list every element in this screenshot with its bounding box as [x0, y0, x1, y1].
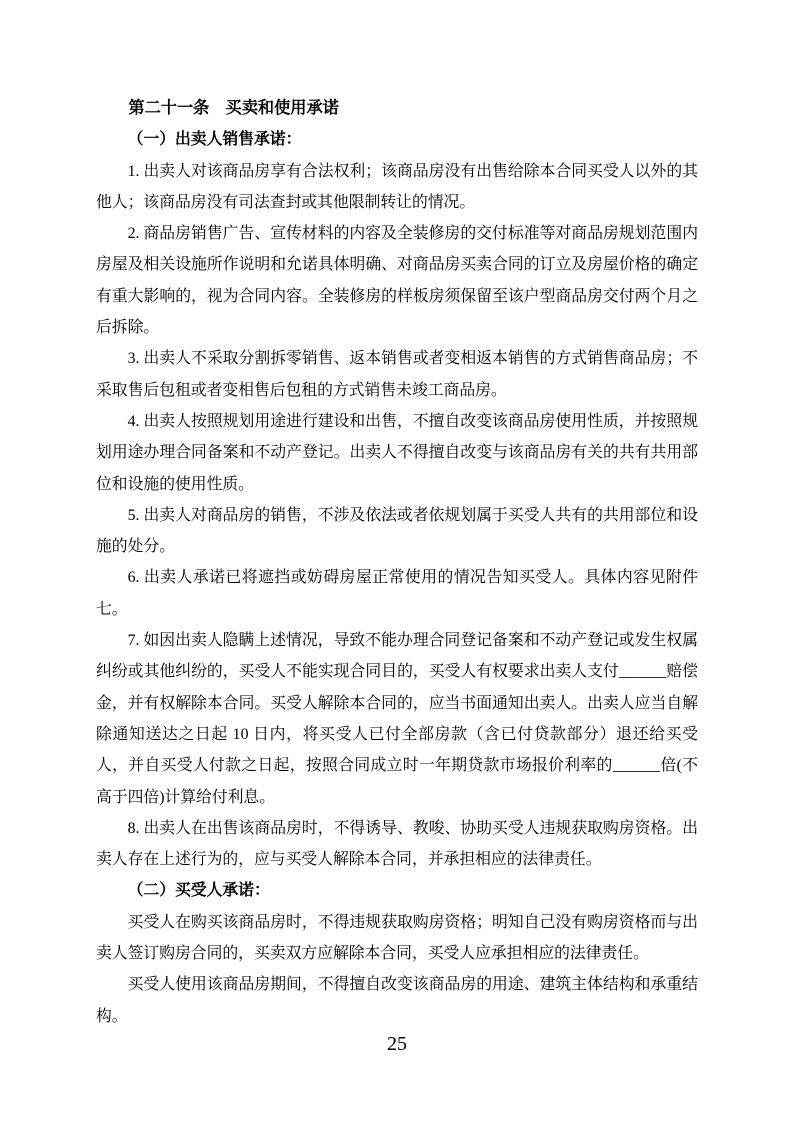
- seller-clause-5: 5. 出卖人对商品房的销售，不涉及依法或者依规划属于买受人共有的共用部位和设施的处分。: [96, 506, 698, 556]
- buyer-clause-2: 买受人使用该商品房期间，不得擅自改变该商品房的用途、建筑主体结构和承重结构。: [96, 976, 698, 1025]
- buyer-commitments-subheading: （二）买受人承诺：: [127, 882, 270, 900]
- seller-clause-3: 3. 出卖人不采取分割拆零销售、返本销售或者变相返本销售的方式销售商品房；不采取售后包租或者变相售后包租的方式销售未竣工商品房。: [96, 350, 698, 399]
- buyer-clause-1: 买受人在购买该商品房时，不得违规获取购房资格；明知自己没有购房资格而与出卖人签订购房合同的，买卖双方应解除本合同，买受人应承担相应的法律责任。: [96, 913, 698, 963]
- seller-commitments-subheading: （一）出卖人销售承诺：: [127, 131, 302, 149]
- seller-clause-6: 6. 出卖人承诺已将遮挡或妨碍房屋正常使用的情况告知买受人。具体内容见附件七。: [96, 569, 698, 618]
- seller-clause-4: 4. 出卖人按照规划用途进行建设和出售，不擅自改变该商品房使用性质，并按照规划用途办理合同备案和不动产登记。出卖人不得擅自改变与该商品房有关的共有共用部位和设施的使用性质。: [96, 412, 698, 493]
- seller-clause-8: 8. 出卖人在出售该商品房时，不得诱导、教唆、协助买受人违规获取购房资格。出卖人存在上述行为的，应与买受人解除本合同，并承担相应的法律责任。: [96, 819, 698, 869]
- seller-clause-1: 1. 出卖人对该商品房享有合法权利；该商品房没有出售给除本合同买受人以外的其他人；该商品房没有司法查封或其他限制转让的情况。: [96, 162, 698, 211]
- contract-body: [96, 93, 698, 1032]
- seller-clause-7: 7. 如因出卖人隐瞒上述情况，导致不能办理合同登记备案和不动产登记或发生权属纠纷或其他纠纷的，买受人不能实现合同目的，买受人有权要求出卖人支付______赔偿金，并有权解除本合同。买受人解除本合同的，应当书面通知出卖人。出卖人应当自解除通知送达之日起 10 日内，将买受人已付全部房款（含已付贷款部分）退还给买受人，并自买受人付款之日起，按照合同成立时一年期贷款市场报价利率的______倍(不高于四倍)计算给付利息。: [96, 632, 698, 806]
- page-number: 25: [387, 1033, 407, 1055]
- seller-clause-2: 2. 商品房销售广告、宣传材料的内容及全装修房的交付标准等对商品房规划范围内房屋及相关设施所作说明和允诺具体明确、对商品房买卖合同的订立及房屋价格的确定有重大影响的，视为合同内容。全装修房的样板房须保留至该户型商品房交付两个月之后拆除。: [96, 225, 698, 337]
- article-heading: 第二十一条 买卖和使用承诺: [128, 99, 339, 117]
